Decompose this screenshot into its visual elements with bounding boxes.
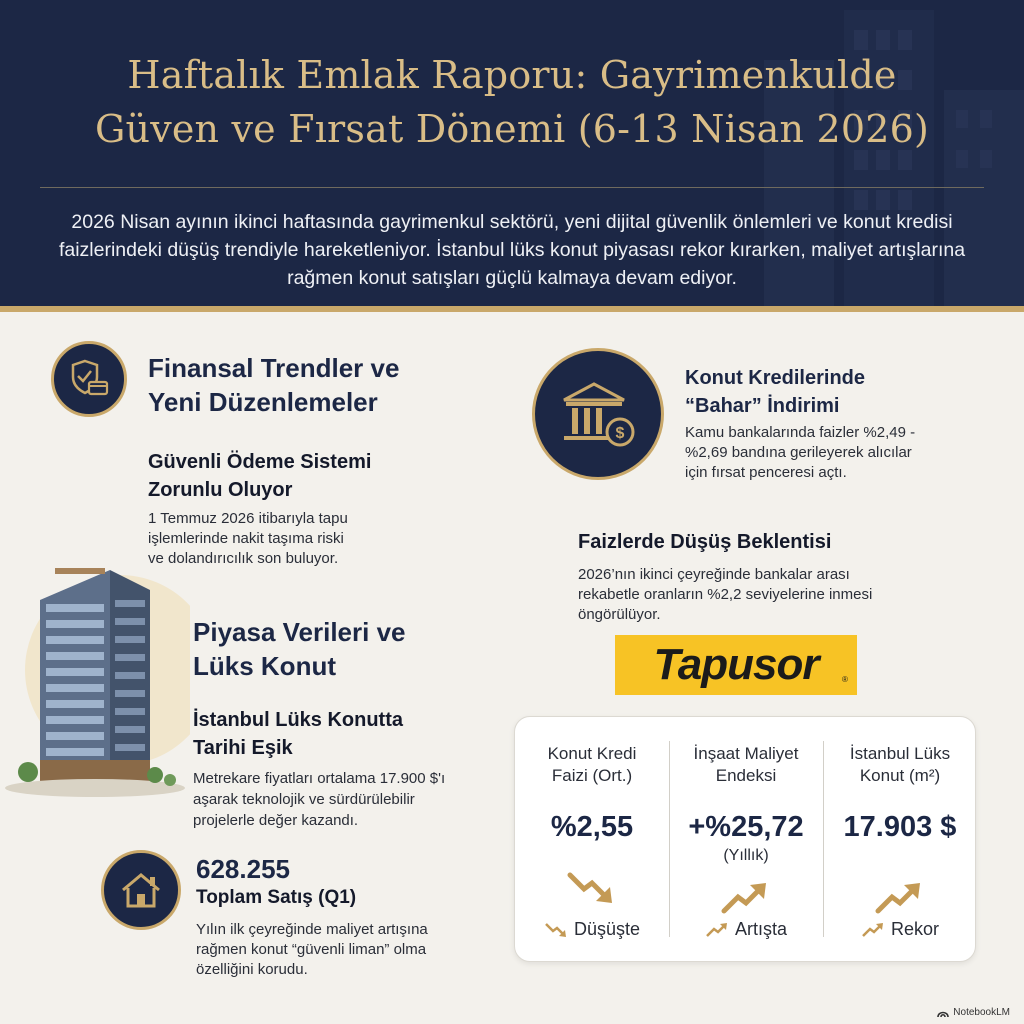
stat-title-line-2: Faizi (Ort.)	[551, 766, 633, 785]
sales-text-line-2: rağmen konut “güvenli liman” olma	[196, 941, 427, 958]
header-accent-line	[0, 306, 1024, 312]
stat-construction-cost	[669, 717, 823, 963]
tapusor-logo: Tapusor	[615, 635, 857, 695]
report-header	[0, 0, 1024, 310]
tapusor-registered-mark: ®	[842, 675, 848, 684]
sales-value: 628.255	[196, 854, 290, 884]
stat-value: %2,55	[550, 811, 634, 843]
sales-text-line-1: Yılın ilk çeyreğinde maliyet artışına	[196, 921, 428, 938]
finance-heading	[148, 351, 399, 419]
rate-expectation-heading: Faizlerde Düşüş Beklentisi	[578, 531, 832, 553]
finance-heading-line-1: Finansal Trendler ve	[148, 353, 400, 383]
rate-text-line-2: rekabetle oranların %2,2 seviyelerine inmesi	[578, 586, 873, 603]
svg-text:$: $	[615, 425, 625, 442]
title-line-1: Haftalık Emlak Raporu: Gayrimenkulde	[127, 53, 897, 97]
rate-text-line-3: öngörülüyor.	[578, 606, 661, 623]
stat-status	[515, 919, 669, 940]
stat-status	[669, 919, 823, 940]
lux-text-line-3: projelerle değer kazandı.	[193, 812, 359, 829]
credit-text-line-1: Kamu bankalarında faizler %2,49 -	[685, 424, 916, 441]
stat-title-line-2: Endeksi	[715, 766, 777, 785]
stat-status	[823, 919, 977, 940]
shield-card-icon	[51, 341, 127, 417]
trend-up-small-icon	[705, 922, 729, 938]
credit-text-line-3: için fırsat penceresi açtı.	[685, 464, 847, 481]
rate-text-line-1: 2026’nın ikinci çeyreğinde bankalar arası	[578, 566, 850, 583]
secure-text-line-1: 1 Temmuz 2026 itibarıyla tapu	[148, 510, 348, 527]
stat-loan-rate	[515, 717, 669, 963]
intro-paragraph: 2026 Nisan ayının ikinci haftasında gayrimenkul sektörü, yeni dijital güvenlik önlemleri ve konut kredisi faizlerindeki düşüş trendiyle hareketleniyor. İstanbul lüks konut piyasası rekor kırarken, maliyet artışlarına rağmen konut satışları güçlü kalmaya devam ediyor.	[58, 211, 966, 289]
page-title	[40, 48, 984, 156]
secure-title-line-1: Güvenli Ödeme Sistemi	[148, 451, 372, 473]
sales-label: Toplam Satış (Q1)	[196, 887, 357, 908]
stats-card	[514, 716, 976, 962]
stat-title-line-2: Konut (m²)	[859, 766, 941, 785]
stat-title	[515, 743, 669, 787]
title-divider	[40, 187, 984, 188]
stat-title	[823, 743, 977, 787]
credit-heading-line-2: “Bahar” İndirimi	[685, 395, 840, 417]
building-illustration	[0, 560, 190, 800]
notebooklm-logo-icon	[937, 1008, 949, 1018]
trend-down-small-icon	[544, 922, 568, 938]
market-heading	[193, 615, 406, 683]
lux-title-line-1: İstanbul Lüks Konutta	[193, 709, 403, 731]
stat-title-line-1: İstanbul Lüks	[849, 744, 951, 763]
secure-text-line-3: ve dolandırıcılık son buluyor.	[148, 550, 339, 567]
luxury-housing-title	[193, 706, 403, 762]
stat-note: (Yıllık)	[723, 847, 769, 864]
notebooklm-label: NotebookLM	[953, 1007, 1010, 1018]
market-heading-line-2: Lüks Konut	[193, 651, 336, 681]
credit-discount-text	[685, 423, 915, 483]
lux-text-line-1: Metrekare fiyatları ortalama 17.900 $'ı	[193, 770, 446, 787]
stat-status-label: Düşüşte	[573, 919, 641, 939]
stat-title	[669, 743, 823, 787]
stat-status-label: Rekor	[890, 919, 939, 939]
stat-istanbul-luxury	[823, 717, 977, 963]
secure-text-line-2: işlemlerinde nakit taşıma riski	[148, 530, 344, 547]
trend-up-arrow-icon	[874, 873, 926, 917]
credit-heading-line-1: Konut Kredilerinde	[685, 367, 866, 389]
credit-discount-heading	[685, 364, 865, 420]
finance-heading-line-2: Yeni Düzenlemeler	[148, 387, 378, 417]
credit-text-line-2: %2,69 bandına gerileyerek alıcılar	[685, 444, 912, 461]
luxury-housing-text	[193, 768, 445, 831]
trend-up-arrow-icon	[720, 873, 772, 917]
lux-text-line-2: aşarak teknolojik ve sürdürülebilir	[193, 791, 415, 808]
trend-up-small-icon	[861, 922, 885, 938]
stat-title-line-1: Konut Kredi	[547, 744, 637, 763]
bank-icon	[532, 348, 664, 480]
secure-title-line-2: Zorunlu Oluyor	[148, 479, 293, 501]
stat-status-label: Artışta	[734, 919, 787, 939]
secure-payment-title	[148, 448, 371, 504]
notebooklm-watermark	[937, 1007, 1010, 1018]
stat-value: 17.903 $	[843, 811, 957, 843]
stat-value: +%25,72	[688, 811, 804, 843]
trend-down-arrow-icon	[566, 869, 618, 913]
sales-text	[196, 920, 428, 980]
sales-text-line-3: özelliğini korudu.	[196, 961, 308, 978]
stat-title-line-1: İnşaat Maliyet	[693, 744, 799, 763]
rate-expectation-text	[578, 565, 872, 625]
house-icon	[101, 850, 181, 930]
market-heading-line-1: Piyasa Verileri ve	[193, 617, 406, 647]
lux-title-line-2: Tarihi Eşik	[193, 737, 293, 759]
title-line-2: Güven ve Fırsat Dönemi (6-13 Nisan 2026)	[94, 107, 930, 151]
